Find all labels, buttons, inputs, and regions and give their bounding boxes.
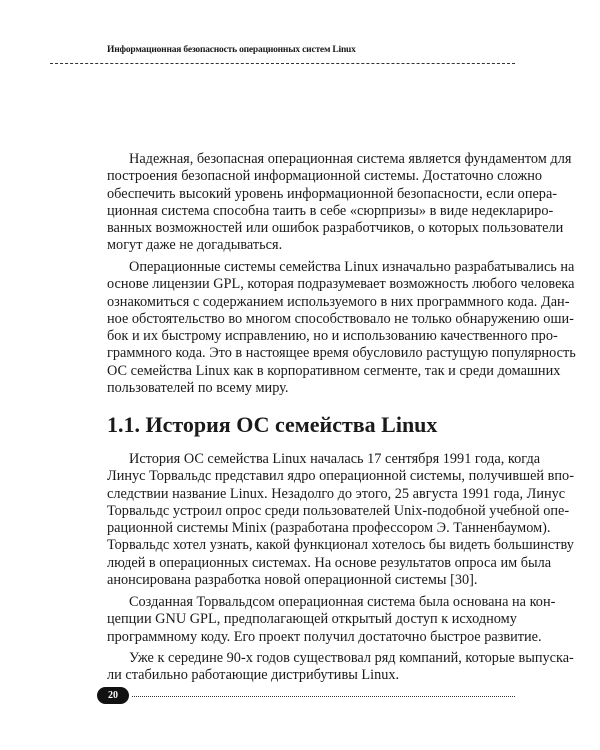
text-line: бок и их быстрому исправлению, но и использованию качественного про- xyxy=(107,328,558,345)
paragraph-3 xyxy=(107,451,574,589)
text-line: Торвальдс устроил опрос среди пользователей Unix-подобной учебной опе- xyxy=(107,502,570,519)
text-line: могут даже не догадываться. xyxy=(107,237,283,254)
text-line: Созданная Торвальдсом операционная система была основана на кон- xyxy=(129,594,556,610)
text-line: граммного кода. Это в настоящее время обусловило растущую популярность xyxy=(107,345,576,362)
text-line: ознакомиться с содержанием используемого в них программного кода. Дан- xyxy=(107,293,570,310)
paragraph-1 xyxy=(107,151,572,255)
text-line: ли стабильно работающие дистрибутивы Linux. xyxy=(107,667,400,684)
text-line: программному коду. Его проект получил достаточно быстрое развитие. xyxy=(107,628,542,645)
text-line: Уже к середине 90-х годов существовал ряд компаний, которые выпуска- xyxy=(129,650,574,666)
text-line: цепции GNU GPL, предполагающей открытый доступ к исходному xyxy=(107,611,517,628)
paragraph-5 xyxy=(107,650,574,685)
footer-divider xyxy=(132,696,515,697)
text-line: Операционные системы семейства Linux изначально разрабатывались на xyxy=(129,259,575,275)
paragraph-2 xyxy=(107,259,576,397)
text-line: Линус Торвальдс представил ядро операционной системы, получившей впо- xyxy=(107,468,574,485)
text-line: Торвальдс хотел узнать, какой функционал хотелось бы видеть большинству xyxy=(107,537,574,554)
text-line: людей в операционных системах. На основе результатов опроса им была xyxy=(107,554,552,571)
text-line: анонсирована разработка новой операционной системы [30]. xyxy=(107,572,478,589)
text-line: основе лицензии GPL, которая подразумевает возможность любого человека xyxy=(107,276,575,293)
text-line: рационной системы Minix (разработана профессором Э. Танненбаумом). xyxy=(107,520,551,537)
text-line: ОС семейства Linux как в корпоративном сегменте, так и среди домашних xyxy=(107,362,561,379)
paragraph-4 xyxy=(107,594,556,646)
running-header: Информационная безопасность операционных систем Linux xyxy=(107,45,356,55)
text-line: Надежная, безопасная операционная система является фундаментом для xyxy=(129,151,572,167)
header-divider xyxy=(50,63,515,64)
text-line: обеспечить высокий уровень информационной безопасности, если опера- xyxy=(107,185,558,202)
text-line: ционная система способна таить в себе «сюрпризы» в виде недеклариро- xyxy=(107,202,554,219)
text-line: История ОС семейства Linux началась 17 сентября 1991 года, когда xyxy=(129,451,541,467)
text-line: пользователей по всему миру. xyxy=(107,380,289,397)
text-line: следствии название Linux. Незадолго до этого, 25 августа 1991 года, Линус xyxy=(107,485,566,502)
text-line: ванных возможностей или ошибок разработчиков, о которых пользователи xyxy=(107,220,564,237)
page-number: 20 xyxy=(97,687,129,704)
text-line: ное обстоятельство во многом способствовало не только обнаружению оши- xyxy=(107,310,574,327)
section-heading: 1.1. История ОС семейства Linux xyxy=(107,412,438,437)
text-line: построения безопасной информационной системы. Достаточно сложно xyxy=(107,168,543,185)
